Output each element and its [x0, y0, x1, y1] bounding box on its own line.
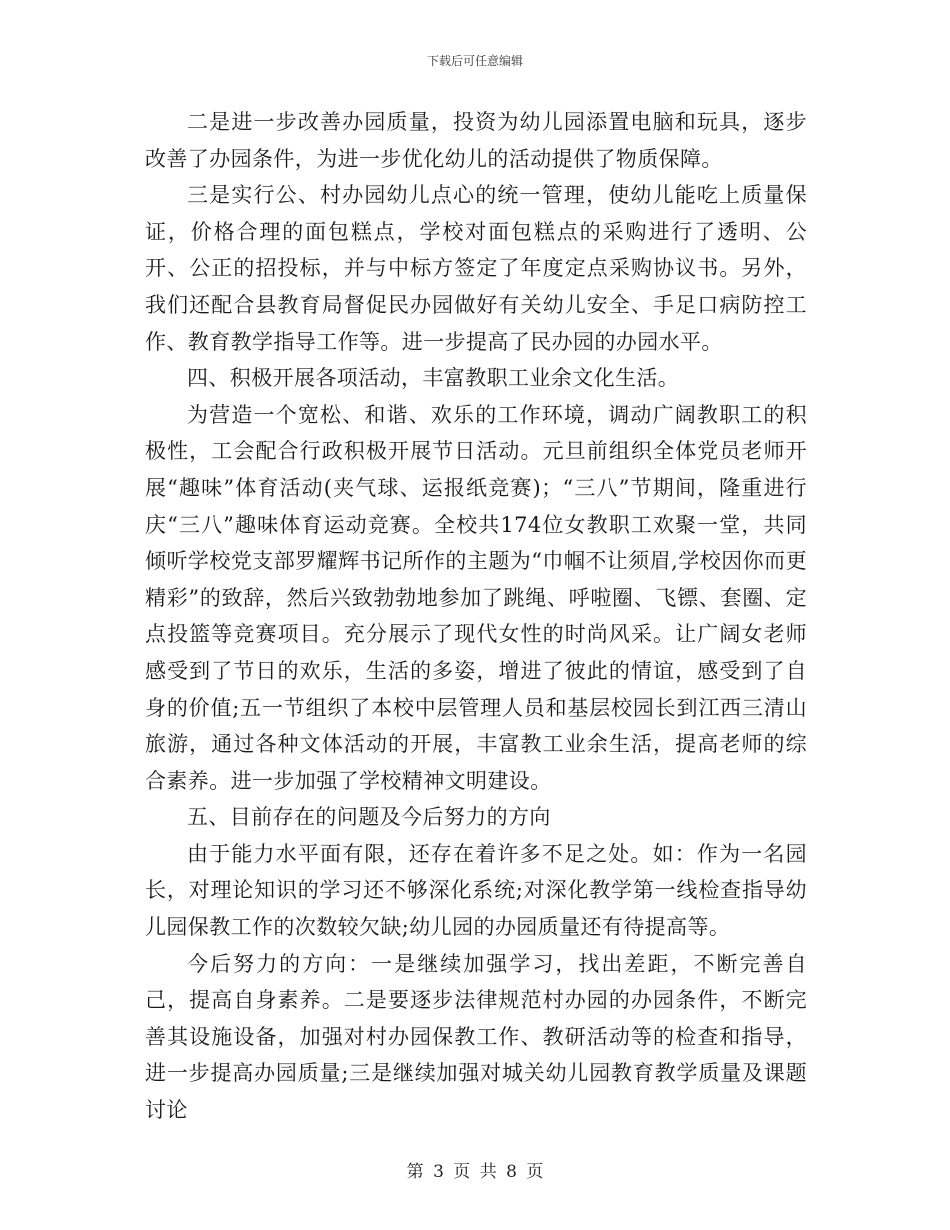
paragraph: 为营造一个宽松、和谐、欢乐的工作环境，调动广阔教职工的积极性，工会配合行政积极开展节日活动。元旦前组织全体党员老师开展“趣味”体育活动(夹气球、运报纸竞赛)；“三八”节期间，隆重进行庆“三八”趣味体育运动竞赛。全校共174位女教职工欢聚一堂，共同倾听学校党支部罗耀辉书记所作的主题为“巾帼不让须眉,学校因你而更精彩”的致辞，然后兴致勃勃地参加了跳绳、呼啦圈、飞镖、套圈、定点投篮等竞赛项目。充分展示了现代女性的时尚风采。让广阔女老师感受到了节日的欢乐，生活的多姿，增进了彼此的情谊，感受到了自身的价值;五一节组织了本校中层管理人员和基层校园长到江西三清山旅游，通过各种文体活动的开展，丰富教工业余生活，提高老师的综合素养。进一步加强了学校精神文明建设。	[145, 402, 807, 793]
page-number-footer: 第 3 页 共 8 页	[406, 1162, 544, 1182]
paragraph: 今后努力的方向：一是继续加强学习，找出差距，不断完善自己，提高自身素养。二是要逐步法律规范村办园的办园条件，不断完善其设施设备，加强对村办园保教工作、教研活动等的检查和指导，进一步提高办园质量;三是继续加强对城关幼儿园教育教学质量及课题讨论	[145, 951, 807, 1123]
paragraph: 由于能力水平面有限，还存在着许多不足之处。如：作为一名园长，对理论知识的学习还不够深化系统;对深化教学第一线检查指导幼儿园保教工作的次数较欠缺;幼儿园的办园质量还有待提高等。	[145, 841, 807, 940]
paragraph: 三是实行公、村办园幼儿点心的统一管理，使幼儿能吃上质量保证，价格合理的面包糕点，学校对面包糕点的采购进行了透明、公开、公正的招投标，并与中标方签定了年度定点采购协议书。另外，我们还配合县教育局督促民办园做好有关幼儿安全、手足口病防控工作、教育教学指导工作等。进一步提高了民办园的办园水平。	[145, 183, 807, 354]
section-heading: 五、目前存在的问题及今后努力的方向	[187, 805, 551, 830]
section-heading: 四、积极开展各项活动，丰富教职工业余文化生活。	[187, 366, 680, 391]
paragraph: 二是进一步改善办园质量，投资为幼儿园添置电脑和玩具，逐步改善了办园条件，为进一步优化幼儿的活动提供了物质保障。	[145, 110, 807, 171]
page-header: 下载后可任意编辑	[426, 54, 523, 68]
document-body	[145, 104, 807, 1129]
